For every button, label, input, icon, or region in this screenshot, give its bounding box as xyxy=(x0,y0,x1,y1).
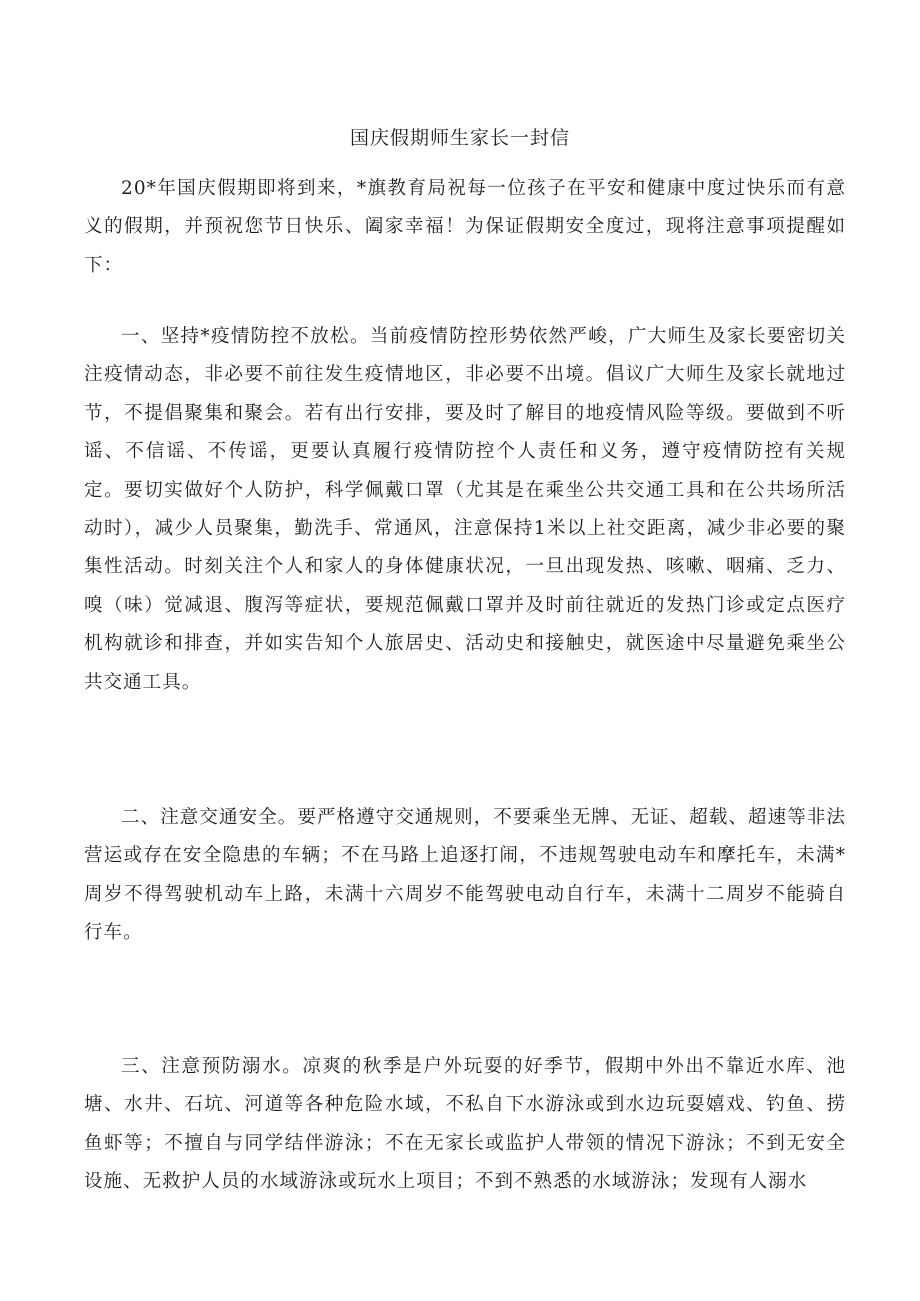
paragraph-intro: 20*年国庆假期即将到来，*旗教育局祝每一位孩子在平安和健康中度过快乐而有意义的假期，并预祝您节日快乐、阖家幸福！为保证假期安全度过，现将注意事项提醒如下： xyxy=(84,178,846,276)
document-title: 国庆假期师生家长一封信 xyxy=(349,127,570,149)
paragraph-drowning-prevention: 三、注意预防溺水。凉爽的秋季是户外玩耍的好季节，假期中外出不靠近水库、池塘、水井、石坑、河道等各种危险水域，不私自下水游泳或到水边玩耍嬉戏、钓鱼、捞鱼虾等；不擅自与同学结伴游泳；不在无家长或监护人带领的情况下游泳；不到无安全设施、无救护人员的水域游泳或玩水上项目；不到不熟悉的水域游泳；发现有人溺水 xyxy=(84,1056,846,1193)
paragraph-epidemic-prevention: 一、坚持*疫情防控不放松。当前疫情防控形势依然严峻，广大师生及家长要密切关注疫情动态，非必要不前往发生疫情地区，非必要不出境。倡议广大师生及家长就地过节，不提倡聚集和聚会。若有出行安排，要及时了解目的地疫情风险等级。要做到不听谣、不信谣、不传谣，更要认真履行疫情防控个人责任和义务，遵守疫情防控有关规定。要切实做好个人防护，科学佩戴口罩（尤其是在乘坐公共交通工具和在公共场所活动时），减少人员聚集，勤洗手、常通风，注意保持1米以上社交距离，减少非必要的聚集性活动。时刻关注个人和家人的身体健康状况，一旦出现发热、咳嗽、咽痛、乏力、嗅（味）觉减退、腹泻等症状，要规范佩戴口罩并及时前往就近的发热门诊或定点医疗机构就诊和排查，并如实告知个人旅居史、活动史和接触史，就医途中尽量避免乘坐公共交通工具。 xyxy=(84,326,846,693)
paragraph-traffic-safety: 二、注意交通安全。要严格遵守交通规则，不要乘坐无牌、无证、超载、超速等非法营运或存在安全隐患的车辆；不在马路上追逐打闹，不违规驾驶电动车和摩托车，未满*周岁不得驾驶机动车上路，未满十六周岁不能驾驶电动自行车，未满十二周岁不能骑自行车。 xyxy=(84,807,846,944)
